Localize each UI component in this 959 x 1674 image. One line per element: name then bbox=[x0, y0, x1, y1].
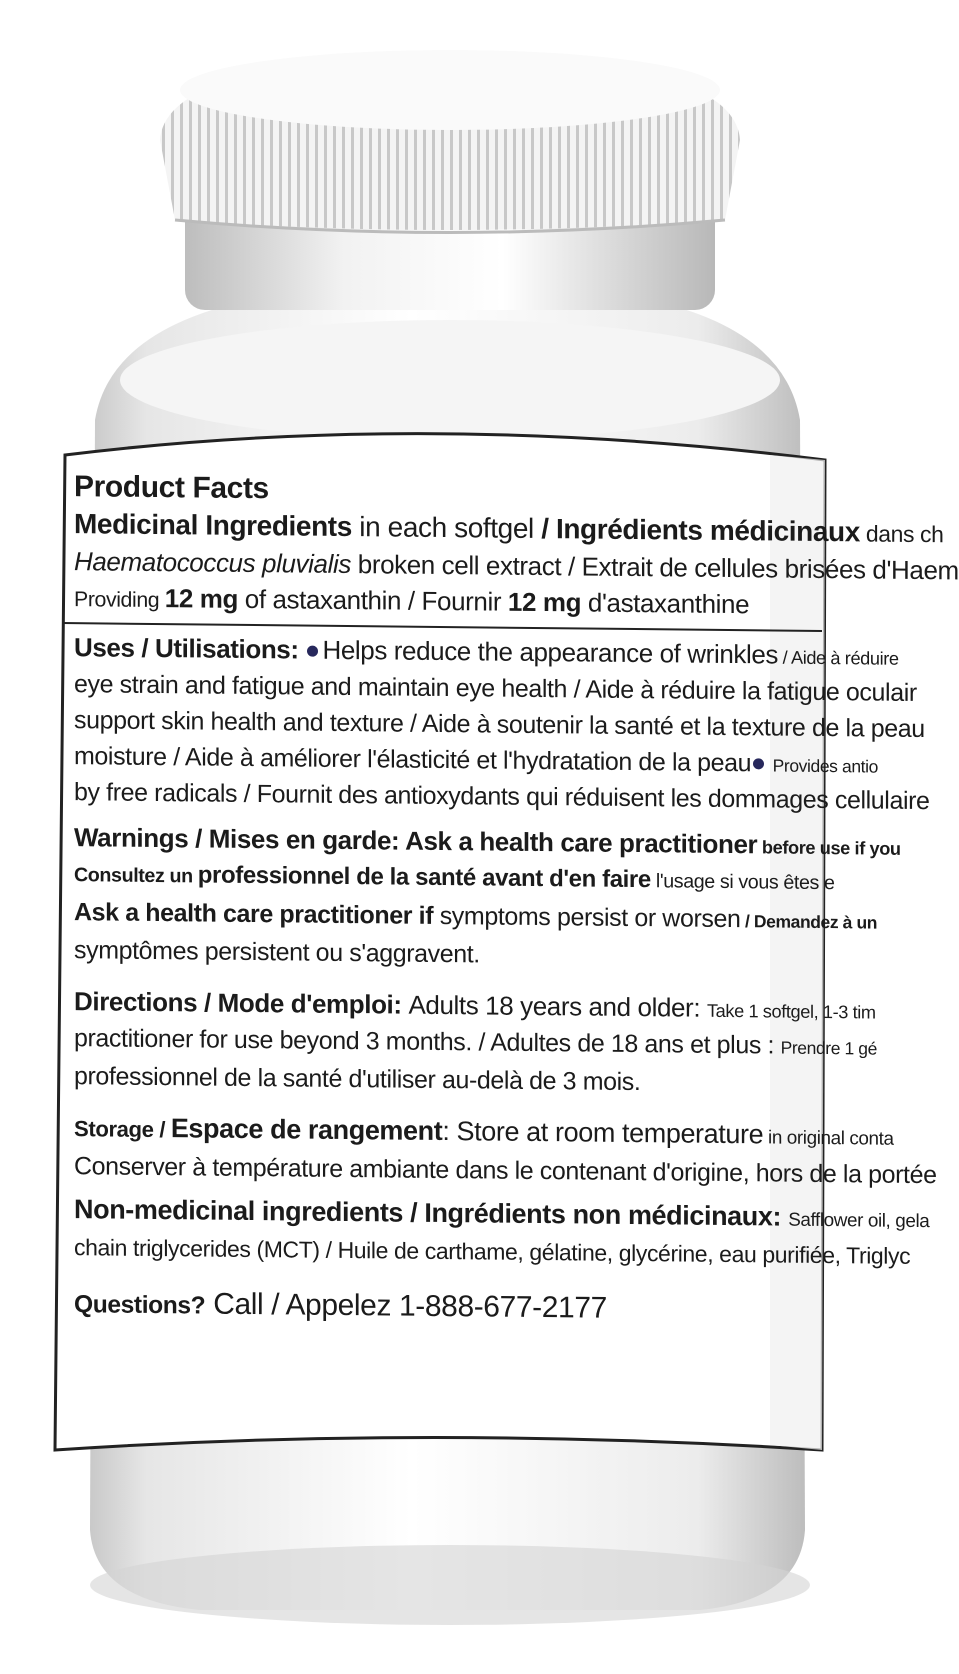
product-facts-label bbox=[62, 464, 959, 1447]
section-divider bbox=[62, 622, 822, 632]
storage-line-1: Storage / Espace de rangement: Store at room temperature in original conta bbox=[74, 1113, 894, 1150]
nonmedicinal-line-2: chain triglycerides (MCT) / Huile de carthame, gélatine, glycérine, eau purifiée, Triglyc bbox=[74, 1234, 911, 1269]
warnings-line-2: Consultez un professionnel de la santé avant d'en faire l'usage si vous êtes e bbox=[74, 861, 835, 895]
product-facts-title: Product Facts bbox=[74, 470, 269, 506]
warnings-line-3: Ask a health care practitioner if symptoms persist or worsen / Demandez à un bbox=[74, 898, 878, 934]
directions-line-3: professionnel de la santé d'utiliser au-delà de 3 mois. bbox=[74, 1062, 641, 1097]
bullet-icon bbox=[307, 645, 318, 656]
storage-line-2: Conserver à température ambiante dans le contenant d'origine, hors de la portée bbox=[74, 1152, 937, 1190]
medicinal-line-2: Haematococcus pluvialis broken cell extract / Extrait de cellules brisées d'Haem bbox=[74, 546, 959, 586]
warnings-line-4: symptômes persistent ou s'aggravent. bbox=[74, 936, 480, 969]
uses-line-4: moisture / Aide à améliorer l'élasticité et l'hydratation de la peau Provides antio bbox=[74, 742, 878, 778]
uses-line-2: eye strain and fatigue and maintain eye health / Aide à réduire la fatigue oculair bbox=[74, 670, 917, 707]
uses-line-5: by free radicals / Fournit des antioxydants qui réduisent les dommages cellulaire bbox=[74, 778, 930, 816]
uses-line-1: Uses / Utilisations: Helps reduce the appearance of wrinkles / Aide à réduire bbox=[74, 632, 899, 670]
medicinal-line-1: Medicinal Ingredients in each softgel / Ingrédients médicinaux dans ch bbox=[74, 508, 944, 548]
uses-line-3: support skin health and texture / Aide à soutenir la santé et la texture de la peau bbox=[74, 706, 925, 744]
nonmedicinal-line-1: Non-medicinal ingredients / Ingrédients non médicinaux: Safflower oil, gela bbox=[74, 1194, 930, 1233]
medicinal-line-3: Providing 12 mg of astaxanthin / Fournir 12 mg d'astaxanthine bbox=[74, 583, 750, 620]
directions-line-1: Directions / Mode d'emploi: Adults 18 years and older: Take 1 softgel, 1-3 tim bbox=[74, 986, 876, 1023]
warnings-line-1: Warnings / Mises en garde: Ask a health care practitioner before use if you bbox=[74, 822, 901, 860]
questions-line: Questions? Call / Appelez 1-888-677-2177 bbox=[74, 1287, 607, 1325]
bullet-icon bbox=[753, 758, 764, 769]
directions-line-2: practitioner for use beyond 3 months. / Adultes de 18 ans et plus : Prendre 1 gé bbox=[74, 1024, 877, 1060]
